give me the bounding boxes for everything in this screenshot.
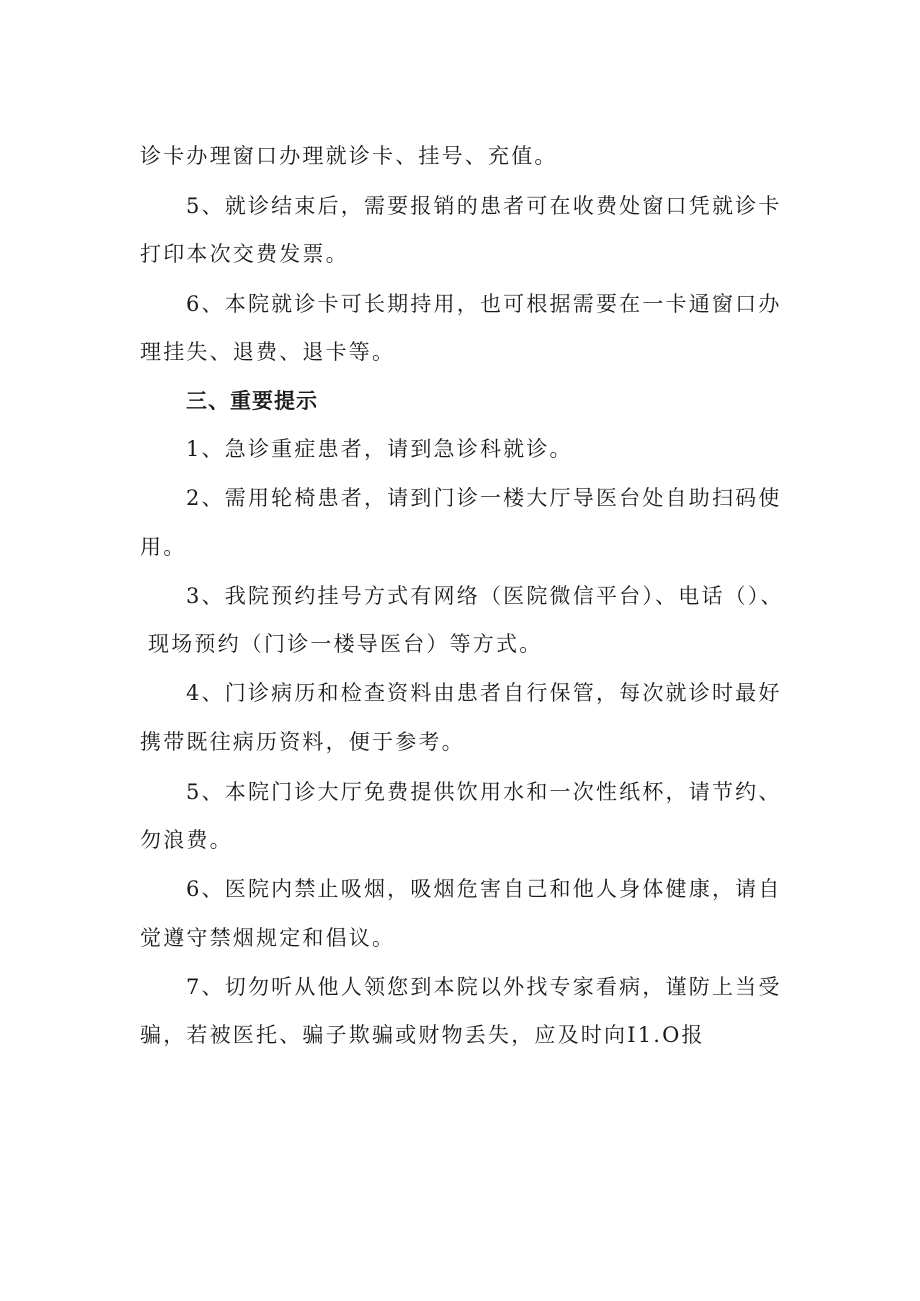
paragraph-line: 6、本院就诊卡可长期持用，也可根据需要在一卡通窗口办	[186, 292, 782, 316]
paragraph-line: 诊卡办理窗口办理就诊卡、挂号、充值。	[140, 144, 558, 168]
paragraph-line: 3、我院预约挂号方式有网络（医院微信平台）、电话（）、	[186, 584, 784, 608]
paragraph-line: 1、急诊重症患者，请到急诊科就诊。	[186, 437, 573, 461]
section-heading: 三、重要提示	[186, 389, 318, 413]
paragraph-line: 打印本次交费发票。	[140, 242, 349, 266]
paragraph-line: 用。	[140, 535, 187, 559]
paragraph-line: 4、门诊病历和检查资料由患者自行保管，每次就诊时最好	[186, 681, 782, 705]
paragraph-line: 勿浪费。	[140, 828, 233, 852]
paragraph-line: 5、就诊结束后，需要报销的患者可在收费处窗口凭就诊卡	[186, 194, 782, 218]
paragraph-line: 2、需用轮椅患者，请到门诊一楼大厅导医台处自助扫码使	[186, 486, 782, 510]
paragraph-line: 理挂失、退费、退卡等。	[140, 340, 396, 364]
paragraph-line: 6、医院内禁止吸烟，吸烟危害自己和他人身体健康，请自	[186, 877, 782, 901]
paragraph-line: 携带既往病历资料，便于参考。	[140, 730, 465, 754]
paragraph-line: 觉遵守禁烟规定和倡议。	[140, 926, 396, 950]
paragraph-line: 5、本院门诊大厅免费提供饮用水和一次性纸杯，请节约、	[186, 780, 782, 804]
paragraph-line: 骗，若被医托、骗子欺骗或财物丢失，应及时向I1.O报	[140, 1023, 705, 1047]
paragraph-line: 现场预约（门诊一楼导医台）等方式。	[148, 632, 543, 656]
paragraph-line: 7、切勿听从他人领您到本院以外找专家看病，谨防上当受	[186, 975, 782, 999]
